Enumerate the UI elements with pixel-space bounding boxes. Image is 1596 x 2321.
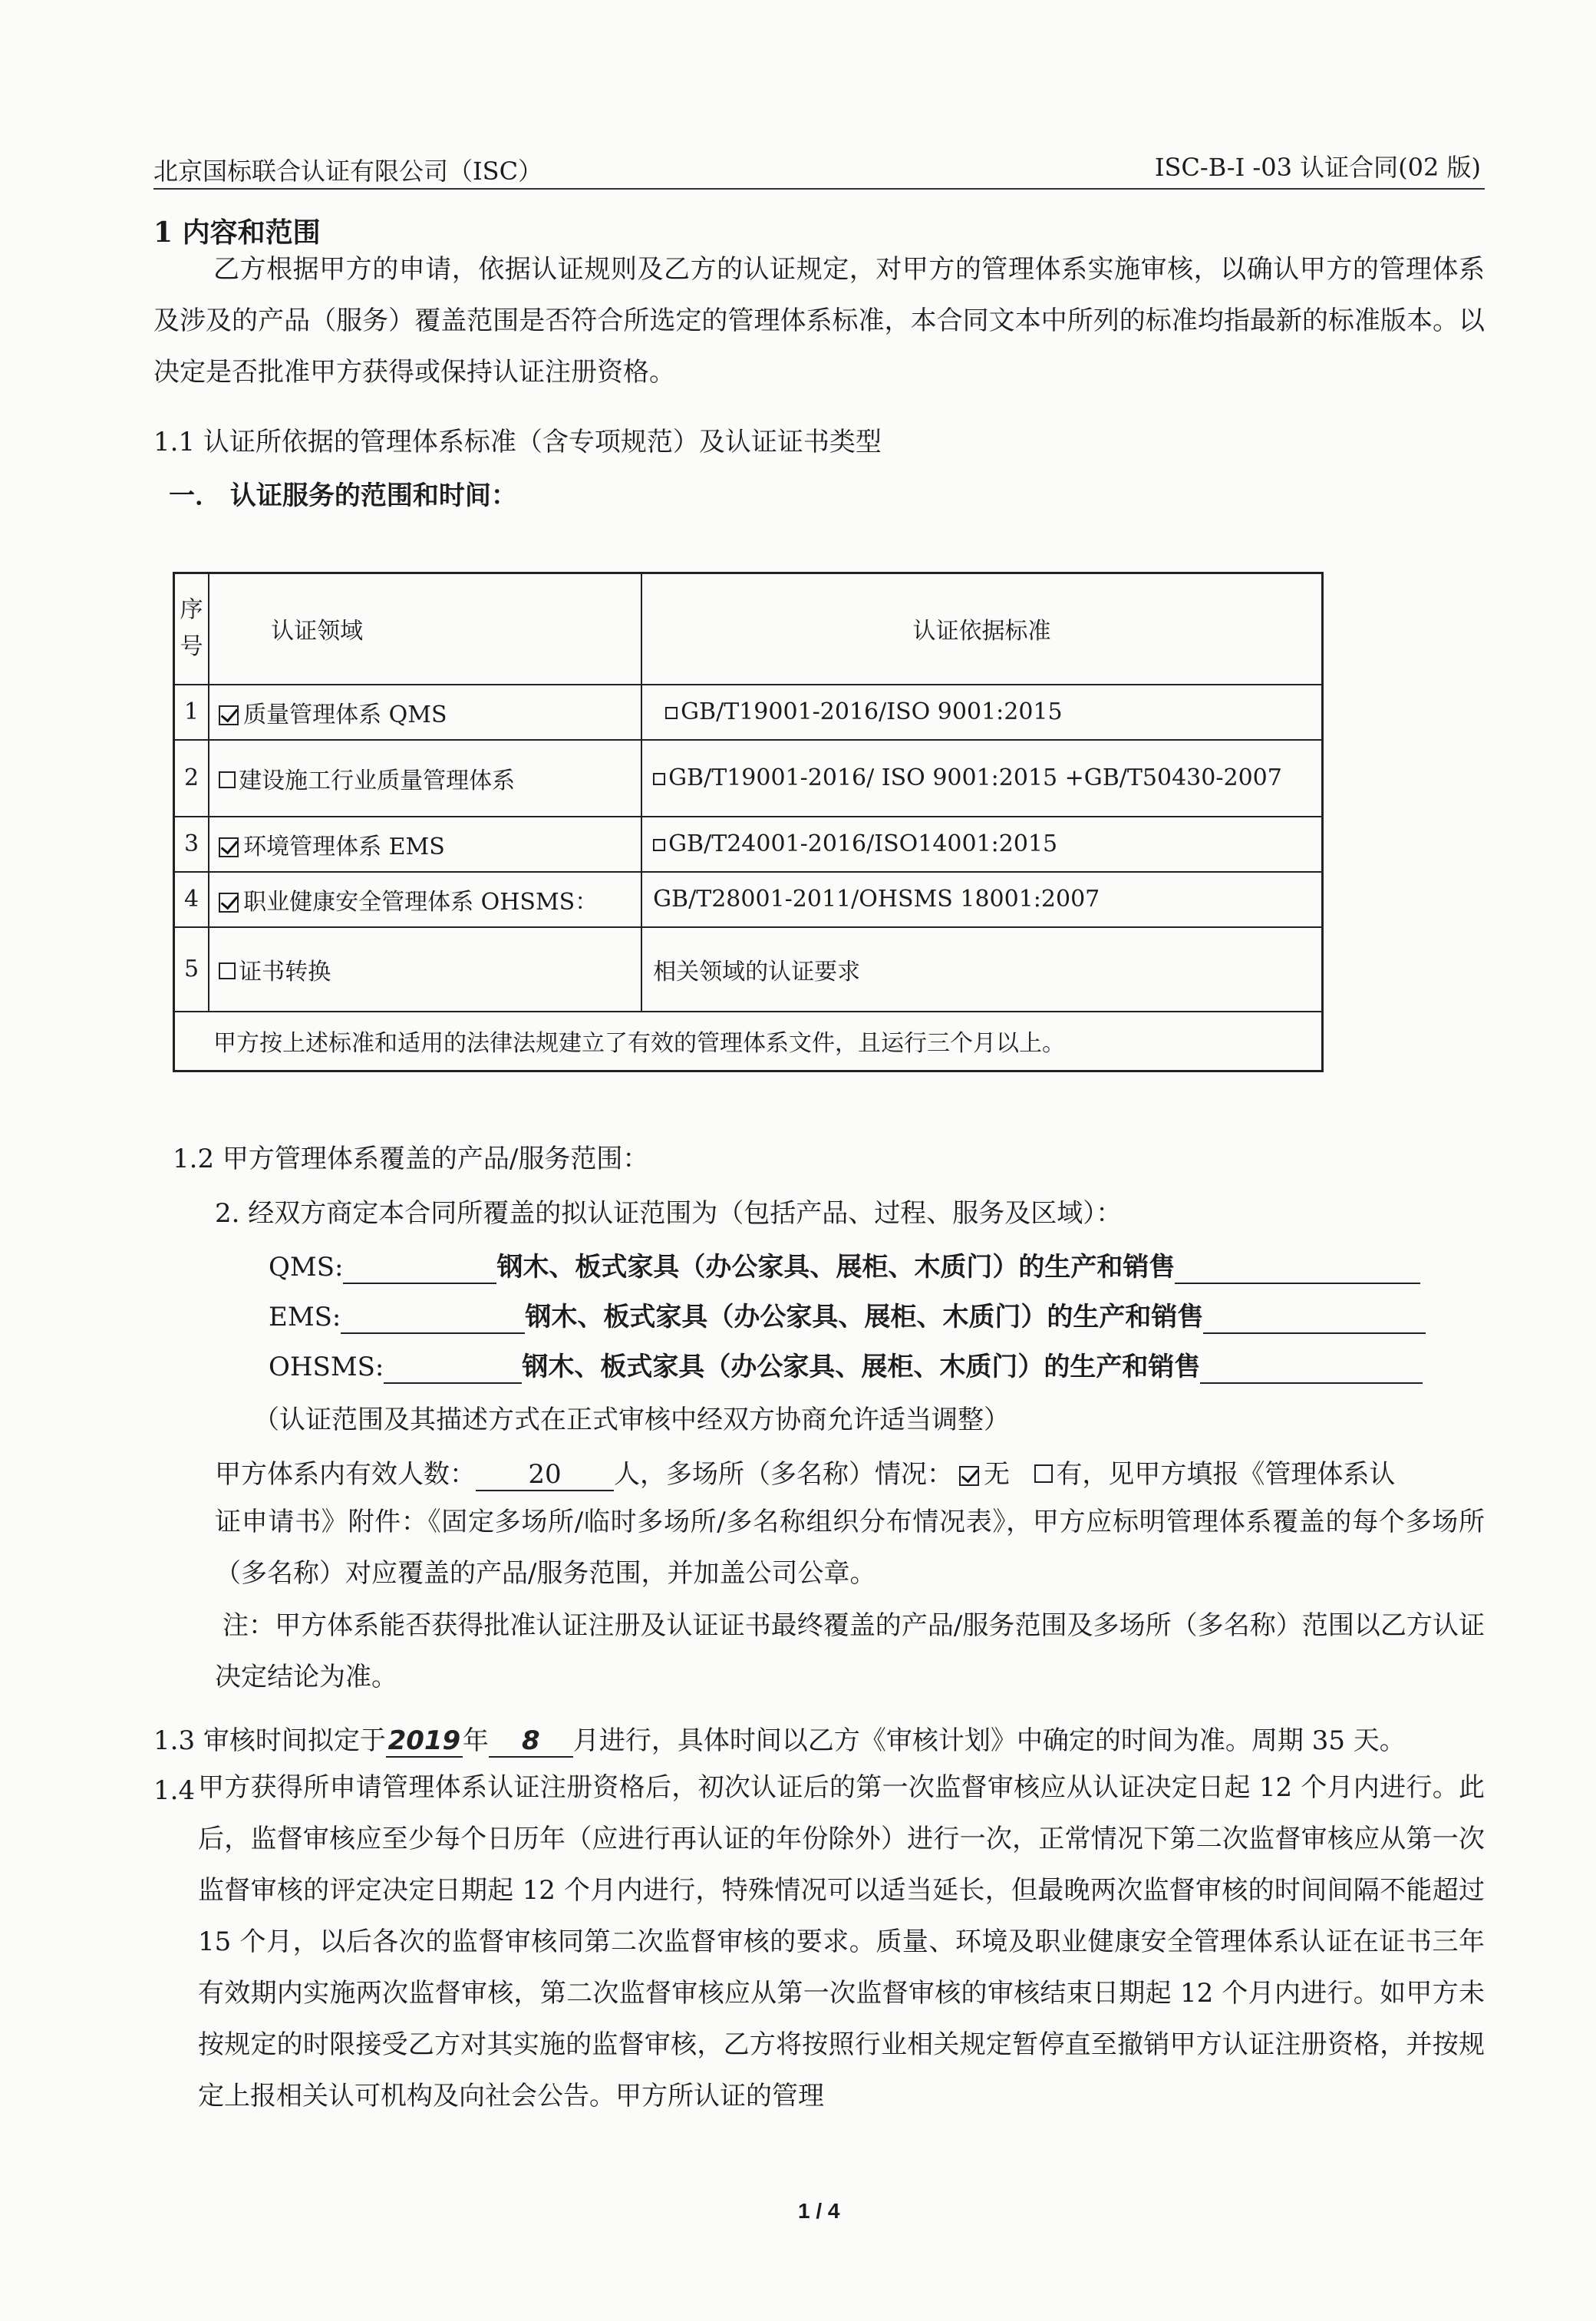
checkbox-empty[interactable]: [665, 707, 678, 719]
ems-scope-line: [269, 1296, 1426, 1334]
people-line: 甲方体系内有效人数： 20 人，多场所（多名称）情况： 无 有，见甲方填报《管理体系认: [215, 1459, 1396, 1490]
checkbox-empty[interactable]: [653, 773, 665, 785]
table-note: 甲方按上述标准和适用的法律法规建立了有效的管理体系文件，且运行三个月以上。: [174, 1012, 1323, 1071]
audit-year: 2019: [386, 1725, 463, 1758]
row-domain: 职业健康安全管理体系 OHSMS：: [209, 872, 641, 927]
row-standard: 相关领域的认证要求: [641, 927, 1322, 1012]
qms-label: QMS:: [269, 1252, 344, 1283]
ohsms-scope-line: [269, 1345, 1423, 1384]
ohsms-blank: [384, 1352, 522, 1384]
row-number: 5: [174, 927, 209, 1012]
checkbox-checked[interactable]: [219, 837, 239, 857]
people-rest: 证申请书》附件：《固定多场所/临时多场所/多名称组织分布情况表》，甲方应标明管理体系覆盖的每个多场所（多名称）对应覆盖的产品/服务范围，并加盖公司公章。: [215, 1507, 1485, 1589]
row-number: 2: [174, 740, 209, 817]
checkbox-empty[interactable]: [219, 962, 236, 979]
row-standard: GB/T19001-2016/ ISO 9001:2015 +GB/T50430-2007: [641, 740, 1322, 817]
section-1-intro: 乙方根据甲方的申请，依据认证规则及乙方的认证规定，对甲方的管理体系实施审核，以确认甲方的管理体系及涉及的产品（服务）覆盖范围是否符合所选定的管理体系标准，本合同文本中所列的标准均指最新的标准版本。以决定是否批准甲方获得或保持认证注册资格。: [153, 254, 1485, 388]
row-domain: 质量管理体系 QMS: [209, 685, 641, 740]
ems-blank-end: [1203, 1302, 1426, 1334]
people-count: 20: [476, 1459, 614, 1491]
section-1-3: 1.3 审核时间拟定于2019年 8 月进行，具体时间以乙方《审核计划》中确定的时间为准。周期 35 天。: [153, 1725, 1406, 1756]
row-standard: GB/T24001-2016/ISO14001:2015: [641, 817, 1322, 872]
qms-blank: [343, 1252, 496, 1284]
table-row: [174, 872, 1323, 927]
section-1-2-title: 1.2 甲方管理体系覆盖的产品/服务范围：: [173, 1144, 649, 1174]
scope-note: （认证范围及其描述方式在正式审核中经双方协商允许适当调整）: [253, 1405, 1010, 1435]
section-1-4-text: 甲方获得所申请管理体系认证注册资格后，初次认证后的第一次监督审核应从认证决定日起 12 个月内进行。此后，监督审核应至少每个日历年（应进行再认证的年份除外）进行一次，正常情况下第二次监督审核应从第一次监督审核的评定决定日期起 12 个月内进行，特殊情况可以适当延长，但最晚两次监督审核的时间间隔不能超过 15 个月，以后各次的监督审核同第二次监督审核的要求。质量、环境及职业健康安全管理体系认证在证书三年有效期内实施两次监督审核，第二次监督审核应从第一次监督审核的审核结束日期起 12 个月内进行。如甲方未按规定的时限接受乙方对其实施的监督审核，乙方将按照行业相关规定暂停直至撤销甲方认证注册资格，并按规定上报相关认可机构及向社会公告。甲方所认证的管理: [198, 1772, 1485, 2111]
qms-scope: 钢木、板式家具（办公家具、展柜、木质门）的生产和销售: [496, 1252, 1176, 1283]
row-number: 4: [174, 872, 209, 927]
page-number: 1 / 4: [798, 2199, 840, 2223]
header-domain: 认证领域: [209, 573, 641, 685]
ohsms-scope: 钢木、板式家具（办公家具、展柜、木质门）的生产和销售: [522, 1352, 1201, 1382]
table-row: [174, 685, 1323, 740]
row-standard: GB/T19001-2016/ISO 9001:2015: [641, 685, 1322, 740]
doc-code: ISC-B-I -03 认证合同(02 版): [1154, 153, 1481, 182]
audit-month: 8: [489, 1725, 573, 1758]
has-multisite-checkbox[interactable]: [1034, 1464, 1053, 1483]
table-note-row: [174, 1012, 1323, 1071]
qms-blank-end: [1175, 1252, 1420, 1284]
section-1-4-label: 1.4: [153, 1775, 196, 1806]
table-row: [174, 817, 1323, 872]
company-name: 北京国标联合认证有限公司（ISC）: [153, 157, 543, 186]
checkbox-checked[interactable]: [219, 893, 239, 913]
section-1-1-subtitle: 一． 认证服务的范围和时间：: [169, 480, 517, 511]
ems-label: EMS:: [269, 1302, 341, 1332]
table-header-row: [174, 573, 1323, 685]
ems-scope: 钢木、板式家具（办公家具、展柜、木质门）的生产和销售: [525, 1302, 1204, 1332]
row-number: 3: [174, 817, 209, 872]
ohsms-blank-end: [1200, 1352, 1423, 1384]
section-1-2-note: 注：甲方体系能否获得批准认证注册及认证证书最终覆盖的产品/服务范围及多场所（多名称）范围以乙方认证决定结论为准。: [215, 1610, 1485, 1692]
table-row: [174, 740, 1323, 817]
section-1-title: 1 内容和范围: [153, 216, 321, 249]
certification-table: [173, 572, 1324, 1072]
row-standard: GB/T28001-2011/OHSMS 18001:2007: [641, 872, 1322, 927]
row-number: 1: [174, 685, 209, 740]
no-multisite-checkbox[interactable]: [959, 1466, 979, 1486]
header-seq: 序号: [174, 573, 209, 685]
header-standard: 认证依据标准: [641, 573, 1322, 685]
checkbox-empty[interactable]: [219, 771, 236, 788]
checkbox-empty[interactable]: [653, 839, 665, 851]
header-rule: [153, 188, 1485, 190]
row-domain: 环境管理体系 EMS: [209, 817, 641, 872]
ems-blank: [341, 1302, 525, 1334]
table-row: [174, 927, 1323, 1012]
checkbox-checked[interactable]: [219, 705, 239, 725]
row-domain: 建设施工行业质量管理体系: [209, 740, 641, 817]
section-1-1-title: 1.1 认证所依据的管理体系标准（含专项规范）及认证证书类型: [153, 427, 882, 457]
section-1-2-item2: 2. 经双方商定本合同所覆盖的拟认证范围为（包括产品、过程、服务及区域）：: [215, 1198, 1123, 1229]
ohsms-label: OHSMS:: [269, 1352, 384, 1382]
qms-scope-line: [269, 1246, 1420, 1284]
row-domain: 证书转换: [209, 927, 641, 1012]
